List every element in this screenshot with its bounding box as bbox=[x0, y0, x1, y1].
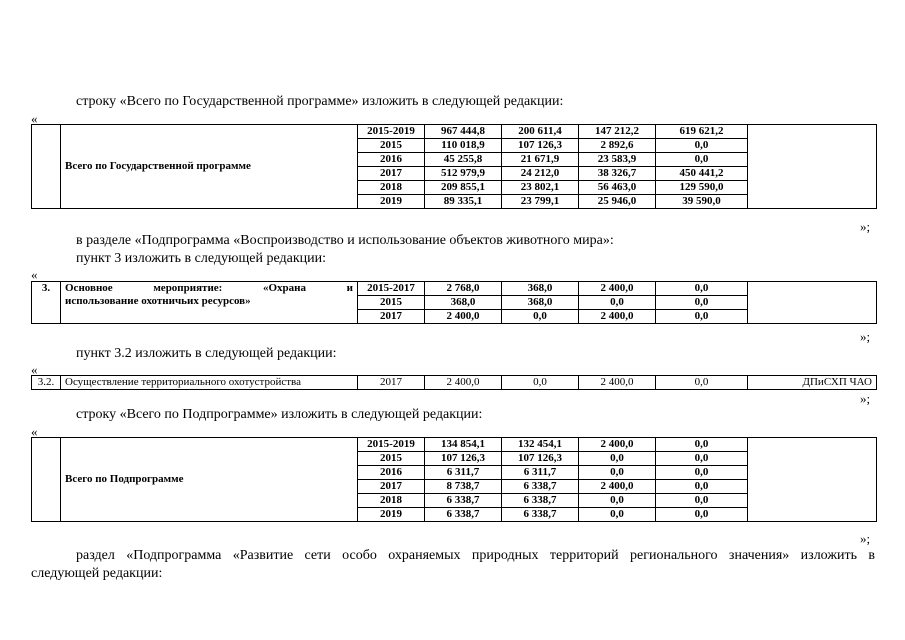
value-cell: 2 400,0 bbox=[579, 376, 656, 390]
table-row bbox=[32, 282, 877, 296]
year-cell: 2019 bbox=[358, 508, 425, 522]
value-cell: 21 671,9 bbox=[502, 153, 579, 167]
year-cell: 2016 bbox=[358, 153, 425, 167]
value-cell: 129 590,0 bbox=[656, 181, 748, 195]
value-cell: 2 400,0 bbox=[425, 310, 502, 324]
year-cell: 2015 bbox=[358, 452, 425, 466]
empty-cell bbox=[748, 438, 877, 522]
empty-cell bbox=[32, 438, 61, 522]
year-cell: 2018 bbox=[358, 181, 425, 195]
total-subprogram-table bbox=[31, 437, 877, 522]
open-quote: « bbox=[31, 267, 38, 282]
value-cell: 0,0 bbox=[656, 480, 748, 494]
year-cell: 2017 bbox=[358, 376, 425, 390]
instruction-text: строку «Всего по Государственной программе» изложить в следующей редакции: bbox=[76, 94, 564, 109]
value-cell: 2 400,0 bbox=[579, 310, 656, 324]
value-cell: 0,0 bbox=[656, 508, 748, 522]
value-cell: 0,0 bbox=[579, 452, 656, 466]
value-cell: 6 338,7 bbox=[502, 494, 579, 508]
value-cell: 0,0 bbox=[656, 438, 748, 452]
value-cell: 23 802,1 bbox=[502, 181, 579, 195]
value-cell: 368,0 bbox=[502, 296, 579, 310]
total-program-table bbox=[31, 124, 877, 209]
value-cell: 2 400,0 bbox=[579, 438, 656, 452]
instruction-text: раздел «Подпрограмма «Развитие сети особо охраняемых природных территорий регионального значения» изложить в bbox=[76, 548, 875, 563]
value-cell: 2 892,6 bbox=[579, 139, 656, 153]
value-cell: 0,0 bbox=[656, 376, 748, 390]
value-cell: 0,0 bbox=[502, 310, 579, 324]
open-quote: « bbox=[31, 111, 38, 126]
value-cell: 107 126,3 bbox=[502, 452, 579, 466]
value-cell: 6 338,7 bbox=[425, 508, 502, 522]
value-cell: 2 400,0 bbox=[579, 282, 656, 296]
instruction-text: следующей редакции: bbox=[31, 566, 163, 581]
item-number: 3.2. bbox=[32, 376, 61, 390]
open-quote: « bbox=[31, 362, 38, 377]
open-quote: « bbox=[31, 424, 38, 439]
value-cell: 2 400,0 bbox=[579, 480, 656, 494]
year-cell: 2015 bbox=[358, 296, 425, 310]
value-cell: 0,0 bbox=[656, 296, 748, 310]
instruction-text: пункт 3.2 изложить в следующей редакции: bbox=[76, 346, 337, 361]
value-cell: 8 738,7 bbox=[425, 480, 502, 494]
value-cell: 2 400,0 bbox=[425, 376, 502, 390]
value-cell: 200 611,4 bbox=[502, 125, 579, 139]
value-cell: 209 855,1 bbox=[425, 181, 502, 195]
value-cell: 6 311,7 bbox=[502, 466, 579, 480]
year-cell: 2015 bbox=[358, 139, 425, 153]
close-quote: »; bbox=[860, 531, 871, 546]
row-label: Всего по Подпрограмме bbox=[61, 438, 358, 522]
value-cell: 89 335,1 bbox=[425, 195, 502, 209]
value-cell: 2 768,0 bbox=[425, 282, 502, 296]
value-cell: 619 621,2 bbox=[656, 125, 748, 139]
value-cell: 0,0 bbox=[579, 494, 656, 508]
value-cell: 0,0 bbox=[656, 139, 748, 153]
value-cell: 147 212,2 bbox=[579, 125, 656, 139]
instruction-text: в разделе «Подпрограмма «Воспроизводство и использование объектов животного мира»: bbox=[76, 233, 614, 248]
value-cell: 6 311,7 bbox=[425, 466, 502, 480]
value-cell: 38 326,7 bbox=[579, 167, 656, 181]
row-label bbox=[61, 282, 358, 324]
close-quote: »; bbox=[860, 391, 871, 406]
row-label: Всего по Государственной программе bbox=[61, 125, 358, 209]
value-cell: 368,0 bbox=[502, 282, 579, 296]
year-cell: 2016 bbox=[358, 466, 425, 480]
value-cell: 0,0 bbox=[656, 282, 748, 296]
executor-cell: ДПиСХП ЧАО bbox=[748, 376, 877, 390]
value-cell: 6 338,7 bbox=[425, 494, 502, 508]
year-cell: 2017 bbox=[358, 167, 425, 181]
value-cell: 110 018,9 bbox=[425, 139, 502, 153]
value-cell: 107 126,3 bbox=[425, 452, 502, 466]
year-cell: 2017 bbox=[358, 480, 425, 494]
value-cell: 0,0 bbox=[656, 310, 748, 324]
empty-cell bbox=[748, 282, 877, 324]
year-cell: 2015-2017 bbox=[358, 282, 425, 296]
value-cell: 0,0 bbox=[656, 452, 748, 466]
empty-cell bbox=[748, 125, 877, 209]
close-quote: »; bbox=[860, 329, 871, 344]
row-label-line1: Основное мероприятие: «Охрана и bbox=[65, 282, 353, 294]
row-label: Осуществление территориального охотустройства bbox=[61, 376, 358, 390]
value-cell: 0,0 bbox=[656, 466, 748, 480]
year-cell: 2018 bbox=[358, 494, 425, 508]
value-cell: 6 338,7 bbox=[502, 508, 579, 522]
item-number: 3. bbox=[32, 282, 61, 324]
value-cell: 0,0 bbox=[502, 376, 579, 390]
row-label-line2: использование охотничьих ресурсов» bbox=[65, 295, 251, 307]
hunting-resources-table bbox=[31, 281, 877, 324]
year-cell: 2015-2019 bbox=[358, 438, 425, 452]
empty-cell bbox=[32, 125, 61, 209]
value-cell: 512 979,9 bbox=[425, 167, 502, 181]
year-cell: 2015-2019 bbox=[358, 125, 425, 139]
value-cell: 0,0 bbox=[579, 466, 656, 480]
table-row bbox=[32, 438, 877, 452]
value-cell: 132 454,1 bbox=[502, 438, 579, 452]
hunting-arrangement-table bbox=[31, 375, 877, 390]
value-cell: 24 212,0 bbox=[502, 167, 579, 181]
value-cell: 0,0 bbox=[579, 296, 656, 310]
value-cell: 23 799,1 bbox=[502, 195, 579, 209]
year-cell: 2017 bbox=[358, 310, 425, 324]
value-cell: 0,0 bbox=[579, 508, 656, 522]
value-cell: 134 854,1 bbox=[425, 438, 502, 452]
close-quote: »; bbox=[860, 219, 871, 234]
value-cell: 967 444,8 bbox=[425, 125, 502, 139]
value-cell: 45 255,8 bbox=[425, 153, 502, 167]
value-cell: 368,0 bbox=[425, 296, 502, 310]
value-cell: 450 441,2 bbox=[656, 167, 748, 181]
table-row bbox=[32, 376, 877, 390]
value-cell: 0,0 bbox=[656, 494, 748, 508]
value-cell: 39 590,0 bbox=[656, 195, 748, 209]
value-cell: 23 583,9 bbox=[579, 153, 656, 167]
value-cell: 0,0 bbox=[656, 153, 748, 167]
value-cell: 25 946,0 bbox=[579, 195, 656, 209]
value-cell: 107 126,3 bbox=[502, 139, 579, 153]
year-cell: 2019 bbox=[358, 195, 425, 209]
instruction-text: пункт 3 изложить в следующей редакции: bbox=[76, 251, 326, 266]
value-cell: 56 463,0 bbox=[579, 181, 656, 195]
table-row bbox=[32, 125, 877, 139]
instruction-text: строку «Всего по Подпрограмме» изложить в следующей редакции: bbox=[76, 407, 483, 422]
value-cell: 6 338,7 bbox=[502, 480, 579, 494]
